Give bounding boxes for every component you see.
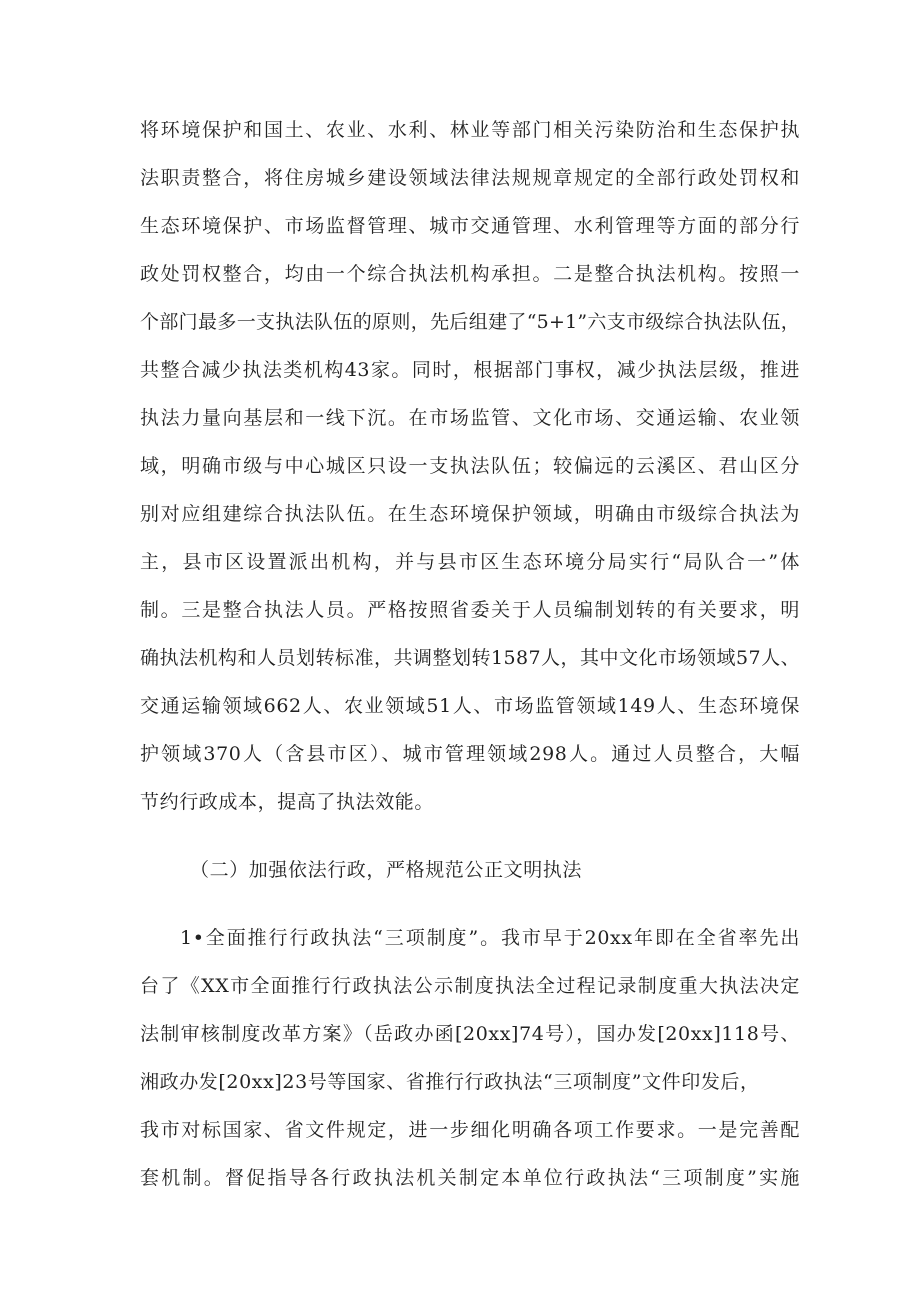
section-heading: （二）加强依法行政，严格规范公正文明执法 — [190, 859, 583, 881]
paragraph-line: 台了《XX市全面推行行政执法公示制度执法全过程记录制度重大执法决定 — [140, 975, 800, 997]
paragraph-line: 政处罚权整合，均由一个综合执法机构承担。二是整合执法机构。按照一 — [140, 263, 800, 285]
paragraph-line: 节约行政成本，提高了执法效能。 — [140, 791, 435, 813]
paragraph-line: 护领域370人（含县市区）、城市管理领域298人。通过人员整合，大幅 — [140, 743, 800, 765]
paragraph-line: 制。三是整合执法人员。严格按照省委关于人员编制划转的有关要求，明 — [140, 599, 800, 621]
paragraph-line: 交通运输领域662人、农业领域51人、市场监管领域149人、生态环境保 — [140, 695, 800, 717]
paragraph-line: 共整合减少执法类机构43家。同时，根据部门事权，减少执法层级，推进 — [140, 359, 800, 381]
paragraph-line: 将环境保护和国土、农业、水利、林业等部门相关污染防治和生态保护执 — [140, 119, 800, 141]
paragraph-line: 个部门最多一支执法队伍的原则，先后组建了“5+1”六支市级综合执法队伍， — [140, 311, 800, 333]
paragraph-line: 执法力量向基层和一线下沉。在市场监管、文化市场、交通运输、农业领 — [140, 407, 800, 429]
paragraph-line: 生态环境保护、市场监督管理、城市交通管理、水利管理等方面的部分行 — [140, 215, 800, 237]
paragraph-line: 主，县市区设置派出机构，并与县市区生态环境分局实行“局队合一”体 — [140, 551, 800, 573]
paragraph-line: 确执法机构和人员划转标准，共调整划转1587人，其中文化市场领域57人、 — [140, 647, 800, 669]
paragraph-line: 湘政办发[20xx]23号等国家、省推行行政执法“三项制度”文件印发后， — [140, 1071, 760, 1093]
paragraph-line: 我市对标国家、省文件规定，进一步细化明确各项工作要求。一是完善配 — [140, 1119, 800, 1141]
paragraph-line: 法制审核制度改革方案》（岳政办函[20xx]74号），国办发[20xx]118号、 — [140, 1023, 800, 1045]
paragraph-line: 域，明确市级与中心城区只设一支执法队伍；较偏远的云溪区、君山区分 — [140, 455, 800, 477]
paragraph-line: 别对应组建综合执法队伍。在生态环境保护领域，明确由市级综合执法为 — [140, 503, 800, 525]
paragraph-line: 法职责整合，将住房城乡建设领域法律法规规章规定的全部行政处罚权和 — [140, 167, 800, 189]
paragraph-line: 套机制。督促指导各行政执法机关制定本单位行政执法“三项制度”实施 — [140, 1167, 800, 1189]
paragraph-line: 1•全面推行行政执法“三项制度”。我市早于20xx年即在全省率先出 — [180, 927, 800, 949]
